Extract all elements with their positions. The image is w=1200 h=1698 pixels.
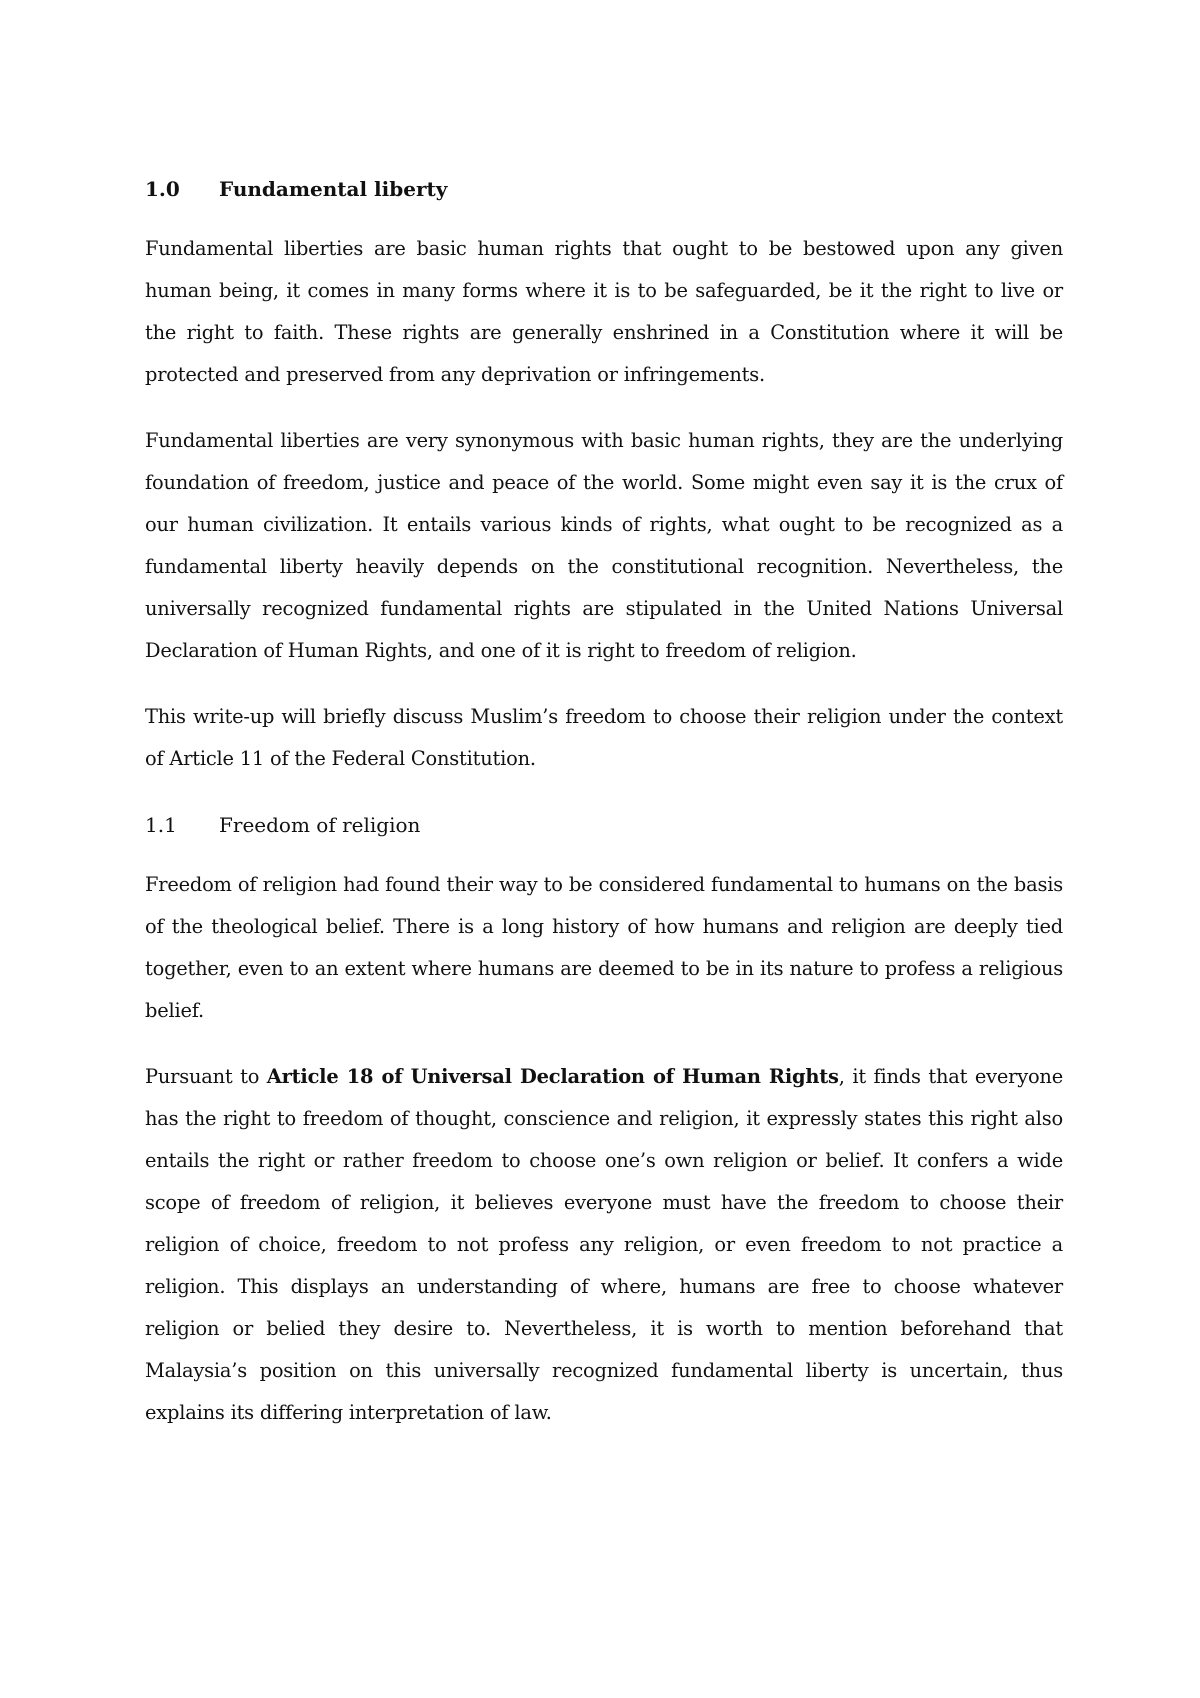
paragraph-body-text: , it finds that everyone has the right to freedom of thought, conscience and religion, it expressly states this right also entails the right or rather freedom to choose one’s own religion or belief. It confers a wide scope of freedom of religion, it believes everyone must have the freedom to choose their religion of choice, freedom to not profess any religion, or even freedom to not practice a religion. This displays an understanding of where, humans are free to choose whatever religion or belied they desire to. Nevertheless, it is worth to mention beforehand that Malaysia’s position on this universally recognized fundamental liberty is uncertain, thus explains its differing interpretation of law.	[145, 1065, 1063, 1424]
section-title: Freedom of religion	[219, 813, 421, 837]
paragraph-freedom-of-religion: Freedom of religion had found their way to be considered fundamental to humans on the basis of the theological belief. There is a long history of how humans and religion are deeply tied together, even to an extent where humans are deemed to be in its nature to profess a religious belief.	[145, 873, 1063, 1022]
document-page	[145, 168, 1063, 1458]
paragraph-fundamental-liberties-definition: Fundamental liberties are basic human rights that ought to be bestowed upon any given human being, it comes in many forms where it is to be safeguarded, be it the right to live or the right to faith. These rights are generally enshrined in a Constitution where it will be protected and preserved from any deprivation or infringements.	[145, 237, 1063, 386]
paragraph-write-up-scope: This write-up will briefly discuss Muslim’s freedom to choose their religion under the context of Article 11 of the Federal Constitution.	[145, 705, 1063, 770]
section-number: 1.1	[145, 813, 177, 837]
section-heading-1-0	[145, 168, 1063, 210]
section-number: 1.0	[145, 177, 180, 201]
paragraph-fundamental-liberties-synonymous: Fundamental liberties are very synonymous with basic human rights, they are the underlying foundation of freedom, justice and peace of the world. Some might even say it is the crux of our human civilization. It entails various kinds of rights, what ought to be recognized as a fundamental liberty heavily depends on the constitutional recognition. Nevertheless, the universally recognized fundamental rights are stipulated in the United Nations Universal Declaration of Human Rights, and one of it is right to freedom of religion.	[145, 429, 1063, 662]
paragraph-lead-text: Pursuant to	[145, 1065, 267, 1088]
section-title: Fundamental liberty	[219, 177, 448, 201]
paragraph-article-18	[145, 1056, 1063, 1434]
section-heading-1-1	[145, 804, 1063, 846]
article-18-reference: Article 18 of Universal Declaration of Human Rights	[266, 1065, 839, 1088]
